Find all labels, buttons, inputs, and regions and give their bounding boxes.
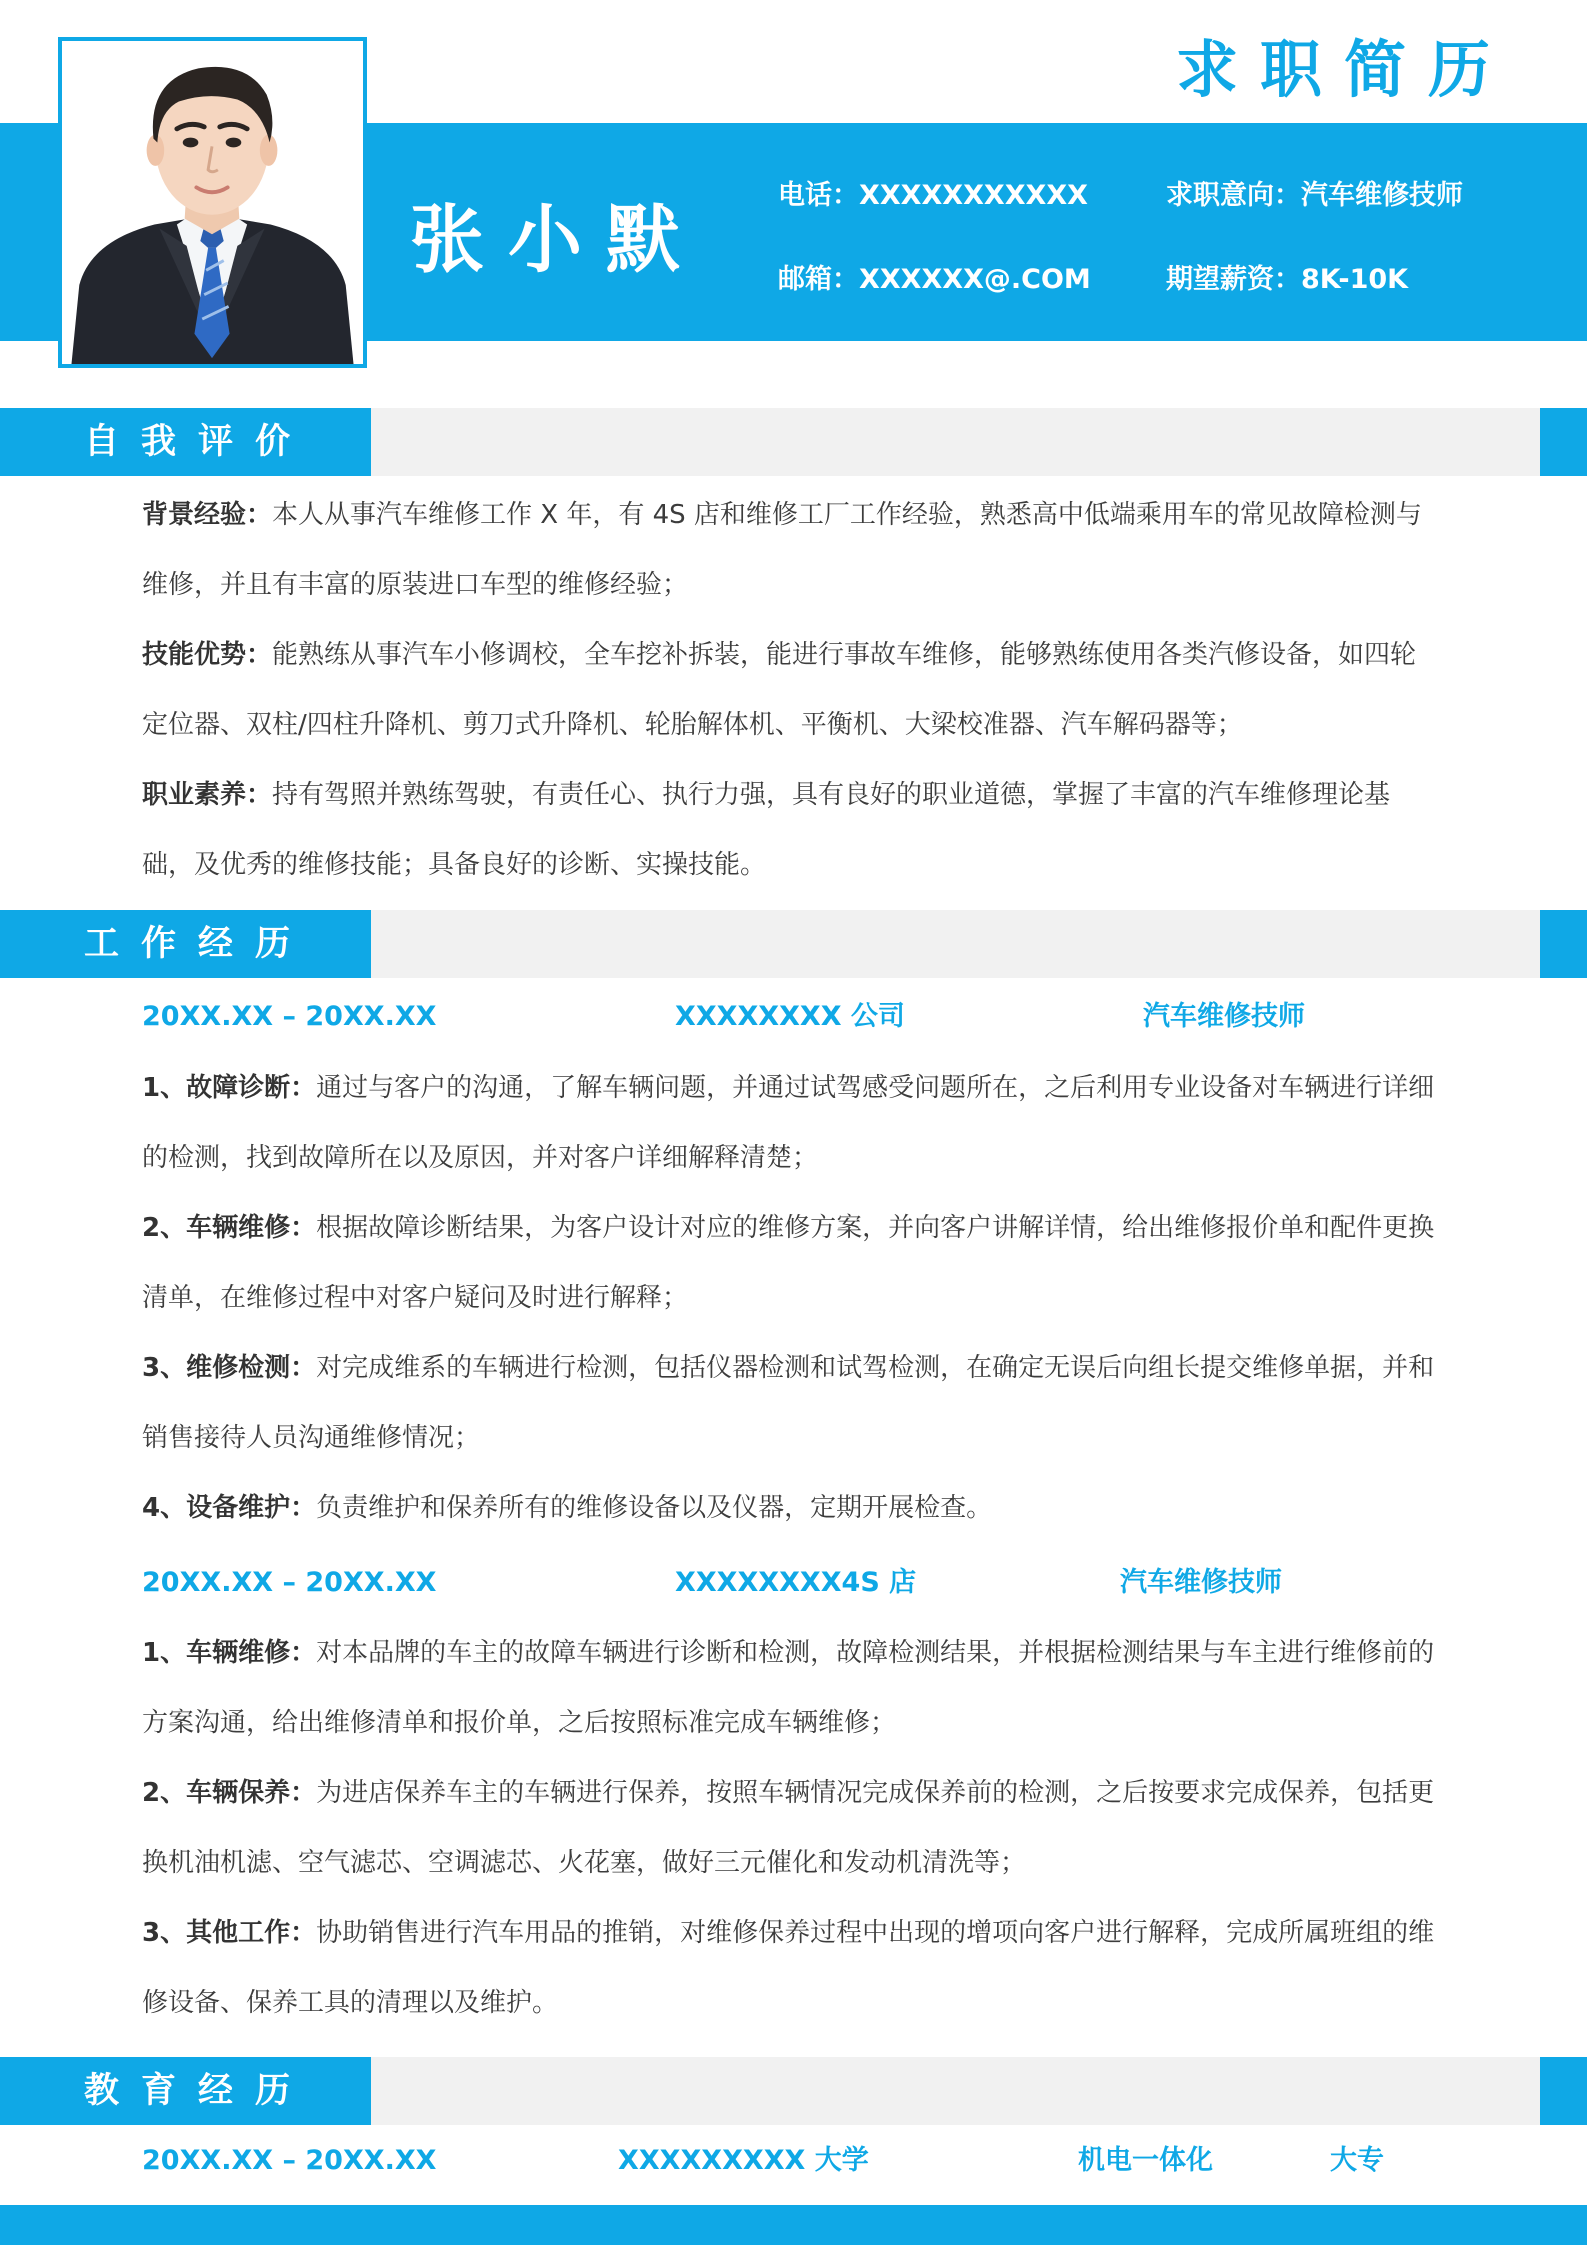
email-text: 邮箱：XXXXXX@.COM bbox=[778, 264, 1091, 295]
section-end-cap bbox=[1540, 910, 1587, 978]
job-1-item bbox=[142, 1473, 1442, 1543]
paragraph-text: 对本品牌的车主的故障车辆进行诊断和检测，故障检测结果，并根据检测结果与车主进行维修前的方案沟通，给出维修清单和报价单，之后按照标准完成车辆维修； bbox=[142, 1638, 1435, 1738]
job-2-role: 汽车维修技师 bbox=[1120, 1567, 1282, 1598]
paragraph-key: 3、维修检测： bbox=[142, 1353, 317, 1383]
paragraph-key: 技能优势： bbox=[142, 640, 273, 670]
job-1-company: XXXXXXXX 公司 bbox=[675, 1001, 905, 1032]
section-title: 教育经历 bbox=[0, 2057, 371, 2125]
section-end-cap bbox=[1540, 408, 1587, 476]
paragraph-text: 本人从事汽车维修工作 X 年，有 4S 店和维修工厂工作经验，熟悉高中低端乘用车的常见故障检测与维修，并且有丰富的原装进口车型的维修经验； bbox=[142, 500, 1422, 600]
paragraph-key: 职业素养： bbox=[142, 780, 273, 810]
paragraph-key: 1、车辆维修： bbox=[142, 1638, 317, 1668]
paragraph-text: 为进店保养车主的车辆进行保养，按照车辆情况完成保养前的检测，之后按要求完成保养，包括更换机油机滤、空气滤芯、空调滤芯、火花塞，做好三元催化和发动机清洗等； bbox=[142, 1778, 1435, 1878]
paragraph-text: 协助销售进行汽车用品的推销，对维修保养过程中出现的增项向客户进行解释，完成所属班组的维修设备、保养工具的清理以及维护。 bbox=[142, 1918, 1435, 2018]
paragraph-key: 3、其他工作： bbox=[142, 1918, 317, 1948]
section-work-experience bbox=[0, 910, 1587, 978]
paragraph-text: 持有驾照并熟练驾驶，有责任心、执行力强，具有良好的职业道德，掌握了丰富的汽车维修理论基础，及优秀的维修技能；具备良好的诊断、实操技能。 bbox=[142, 780, 1391, 880]
phone-text: 电话：XXXXXXXXXXX bbox=[778, 180, 1088, 211]
candidate-name: 张小默 bbox=[410, 197, 704, 283]
page-title: 求职简历 bbox=[1175, 33, 1512, 106]
self-eval-background bbox=[142, 480, 1442, 620]
paragraph-key: 2、车辆维修： bbox=[142, 1213, 317, 1243]
section-title: 自我评价 bbox=[0, 408, 371, 476]
paragraph-text: 负责维护和保养所有的维修设备以及仪器，定期开展检查。 bbox=[316, 1493, 993, 1523]
paragraph-text: 通过与客户的沟通，了解车辆问题，并通过试驾感受问题所在，之后利用专业设备对车辆进行详细的检测，找到故障所在以及原因，并对客户详细解释清楚； bbox=[142, 1073, 1435, 1173]
job-1-period: 20XX.XX – 20XX.XX bbox=[142, 1001, 437, 1032]
education-degree: 大专 bbox=[1330, 2145, 1384, 2176]
job-intent-text: 求职意向：汽车维修技师 bbox=[1166, 180, 1463, 211]
self-eval-skills bbox=[142, 620, 1442, 760]
expected-salary-text: 期望薪资：8K-10K bbox=[1166, 264, 1409, 295]
job-2-item bbox=[142, 1758, 1442, 1898]
paragraph-key: 2、车辆保养： bbox=[142, 1778, 317, 1808]
paragraph-text: 根据故障诊断结果，为客户设计对应的维修方案，并向客户讲解详情，给出维修报价单和配件更换清单，在维修过程中对客户疑问及时进行解释； bbox=[142, 1213, 1435, 1313]
paragraph-text: 能熟练从事汽车小修调校，全车挖补拆装，能进行事故车维修，能够熟练使用各类汽修设备，如四轮定位器、双柱/四柱升降机、剪刀式升降机、轮胎解体机、平衡机、大梁校准器、汽车解码器等； bbox=[142, 640, 1417, 740]
section-self-evaluation bbox=[0, 408, 1587, 476]
person-portrait-icon bbox=[62, 41, 363, 364]
job-2-company: XXXXXXXX4S 店 bbox=[675, 1567, 917, 1598]
job-1-item bbox=[142, 1333, 1442, 1473]
education-school: XXXXXXXXX 大学 bbox=[618, 2145, 869, 2176]
job-1-item bbox=[142, 1193, 1442, 1333]
section-end-cap bbox=[1540, 2057, 1587, 2125]
paragraph-text: 对完成维系的车辆进行检测，包括仪器检测和试驾检测，在确定无误后向组长提交维修单据，并和销售接待人员沟通维修情况； bbox=[142, 1353, 1435, 1453]
paragraph-key: 1、故障诊断： bbox=[142, 1073, 317, 1103]
job-1-item bbox=[142, 1053, 1442, 1193]
profile-photo bbox=[58, 37, 367, 368]
self-eval-professionalism bbox=[142, 760, 1442, 900]
job-2-item bbox=[142, 1898, 1442, 2038]
section-title: 工作经历 bbox=[0, 910, 371, 978]
paragraph-key: 4、设备维护： bbox=[142, 1493, 317, 1523]
job-1-role: 汽车维修技师 bbox=[1143, 1001, 1305, 1032]
paragraph-key: 背景经验： bbox=[142, 500, 273, 530]
section-education bbox=[0, 2057, 1587, 2125]
footer-band bbox=[0, 2205, 1587, 2245]
education-period: 20XX.XX – 20XX.XX bbox=[142, 2145, 437, 2176]
job-2-period: 20XX.XX – 20XX.XX bbox=[142, 1567, 437, 1598]
job-2-item bbox=[142, 1618, 1442, 1758]
education-major: 机电一体化 bbox=[1078, 2145, 1213, 2176]
